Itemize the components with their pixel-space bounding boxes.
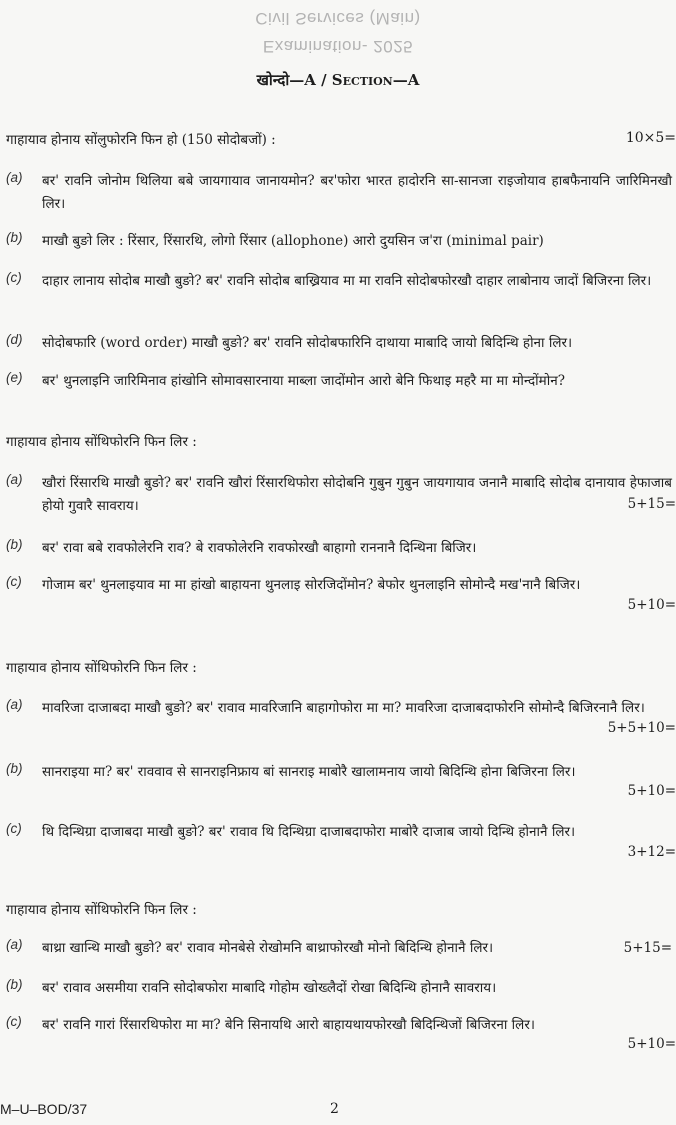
question-3b-marks: 5+10=	[627, 783, 676, 799]
question-1d	[6, 332, 672, 355]
question-1e	[6, 370, 672, 393]
question-4a	[6, 937, 672, 960]
item-label: (c)	[6, 1014, 22, 1029]
paper-code: M–U–BOD/37	[0, 1101, 88, 1117]
question-1-instruction: गाहायाव होनाय सोंलुफोरनि फिन हो (150 सोदोबजों) :	[6, 132, 276, 148]
item-label: (a)	[6, 472, 23, 487]
item-text: बर' रावनि जोनोम थिलिया बबे जायगायाव जानायमोन? बर'फोरा भारत हादोरनि सा-सानजा राइजोयाव हाबफैनायनि जारिमिनखौ लिर।	[42, 173, 672, 212]
item-text: बर' रावनि गारां रिंसारथिफोरा मा मा? बेनि सिनायथि आरो बाहायथायफोरखौ बिदिन्थिजों बिजिरना लिर।	[42, 1017, 535, 1033]
item-text: सानराइया मा? बर' राववाव से सानराइनिफ्राय बां सानराइ माबोरै खालामनाय जायो बिदिन्थि होना बिजिरना लिर।	[42, 764, 576, 780]
item-text: बर' थुनलाइनि जारिमिनाव हांखोनि सोमावसारनाया माब्ला जादोंमोन आरो बेनि फिथाइ महरै मा मा मोन्दोंमोन?	[42, 373, 565, 389]
question-4a-marks: 5+15=	[623, 940, 672, 956]
section-title: खोन्दो—A / Section—A	[256, 71, 420, 89]
item-text: खौरां रिंसारथि माखौ बुङो? बर' रावनि खौरां रिंसारथिफोरा सोदोबनि गुबुन गुबुन जायगायाव जनानै माबादि सोदोब दानायाव हेफाजाब होयो गुवारै सावराय।	[42, 475, 672, 514]
item-text: बर' रावा बबे रावफोलेरनि राव? बे रावफोलेरनि रावफोरखौ बाहागो राननानै दिन्थिना बिजिर।	[42, 540, 477, 556]
bleed-through-text: Civil Services (Main)	[255, 9, 421, 28]
item-label: (a)	[6, 170, 23, 185]
item-text: बर' रावाव असमीया रावनि सोदोबफोरा माबादि गोहोम खोख्लैदों रोखा बिदिन्थि होनानै सावराय।	[42, 980, 497, 996]
question-1a	[6, 170, 672, 216]
question-3c	[6, 821, 672, 844]
item-label: (d)	[6, 332, 23, 347]
item-label: (b)	[6, 761, 23, 776]
question-3a	[6, 697, 672, 720]
item-label: (c)	[6, 270, 22, 285]
question-3-instruction: गाहायाव होनाय सोंथिफोरनि फिन लिर :	[6, 660, 197, 676]
question-2a-marks: 5+15=	[627, 496, 676, 512]
question-4c	[6, 1014, 672, 1037]
item-label: (b)	[6, 977, 23, 992]
item-text: माखौ बुङो लिर : रिंसार, रिंसारथि, लोगो रिंसार (allophone) आरो दुयसिन ज'रा (minimal pair)	[42, 233, 544, 249]
question-1c	[6, 270, 672, 293]
question-4c-marks: 5+10=	[627, 1036, 676, 1052]
item-label: (c)	[6, 821, 22, 836]
question-1b	[6, 230, 672, 253]
item-label: (e)	[6, 370, 23, 385]
question-4b	[6, 977, 672, 1000]
page-number: 2	[330, 1101, 339, 1117]
question-2b	[6, 537, 672, 560]
item-label: (a)	[6, 937, 23, 952]
question-2-instruction: गाहायाव होनाय सोंथिफोरनि फिन लिर :	[6, 434, 197, 450]
question-3c-marks: 3+12=	[627, 844, 676, 860]
question-2c-marks: 5+10=	[627, 597, 676, 613]
item-label: (b)	[6, 230, 23, 245]
item-label: (a)	[6, 697, 23, 712]
item-text: बाथ्रा खान्थि माखौ बुङो? बर' रावाव मोनबेसे रोखोमनि बाथ्राफोरखौ मोनो बिदिन्थि होनानै लिर। 5+15=	[42, 937, 672, 960]
item-text: सोदोबफारि (word order) माखौ बुङो? बर' रावनि सोदोबफारिनि दाथाया माबादि जायो बिदिन्थि होना लिर।	[42, 335, 573, 351]
question-3a-marks: 5+5+10=	[607, 720, 676, 736]
question-4-instruction: गाहायाव होनाय सोंथिफोरनि फिन लिर :	[6, 902, 197, 918]
item-text: मावरिजा दाजाबदा माखौ बुङो? बर' रावाव मावरिजानि बाहागोफोरा मा मा? मावरिजा दाजाबदाफोरनि सोमोन्दै बिजिरनानै लिर।	[42, 700, 645, 716]
item-label: (b)	[6, 537, 23, 552]
question-2c	[6, 574, 672, 597]
question-2a	[6, 472, 672, 518]
question-1-marks: 10×5=	[625, 130, 676, 146]
item-text: थि दिन्थिग्रा दाजाबदा माखौ बुङो? बर' रावाव थि दिन्थिग्रा दाजाबदाफोरा माबोरै दाजाब जायो दिन्थि होनानै लिर।	[42, 824, 576, 840]
item-text: दाहार लानाय सोदोब माखौ बुङो? बर' रावनि सोदोब बाख्रियाव मा मा रावनि सोदोबफोरखौ दाहार लाबोनाय जादों बिजिरना लिर।	[42, 273, 652, 289]
item-text: गोजाम बर' थुनलाइयाव मा मा हांखो बाहायना थुनलाइ सोरजिदोंमोन? बेफोर थुनलाइनि सोमोन्दै मख'नानै बिजिर।	[42, 577, 581, 593]
question-3b	[6, 761, 672, 784]
item-label: (c)	[6, 574, 22, 589]
bleed-through-text: Examination- 2025	[262, 37, 414, 56]
